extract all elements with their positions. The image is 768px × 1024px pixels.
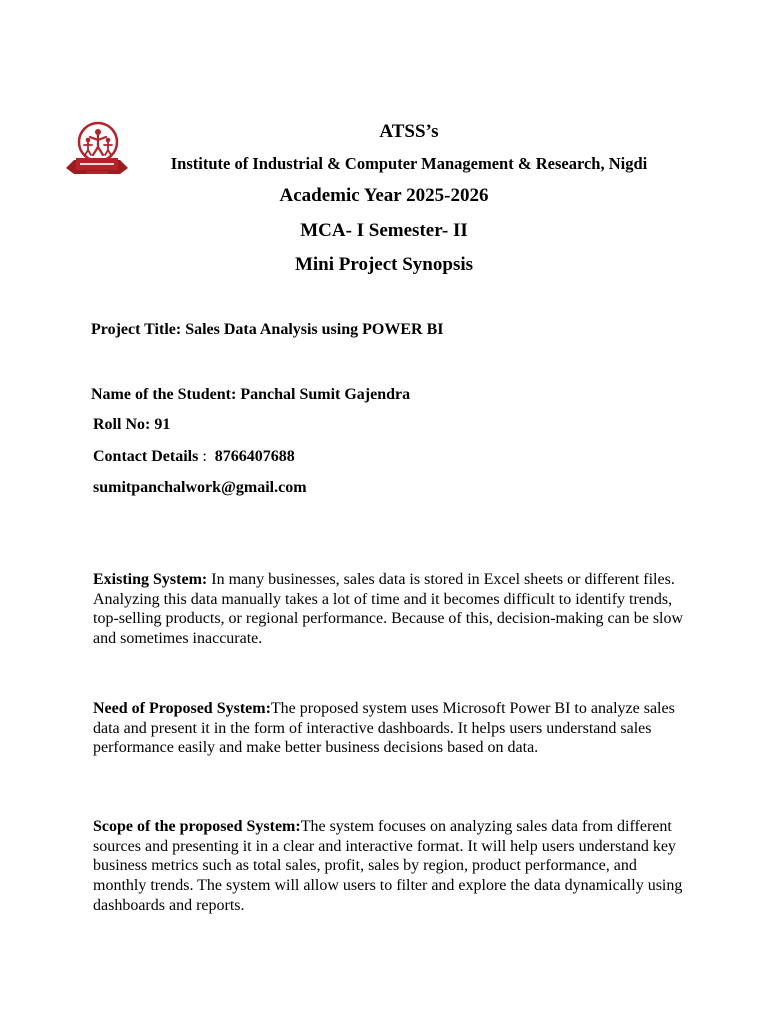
student-name [91,386,410,404]
existing-system-section [93,570,693,649]
existing-system-body: In many businesses, sales data is stored in Excel sheets or different files. Analyzing this data manually takes a lot of time and it becomes difficult to identify trends, top-selling products, or regional performance. Because of this, decision-making can be slow and sometimes inaccurate. [93,571,684,648]
document-type: Mini Project Synopsis [294,254,474,275]
contact-separator: : [202,448,207,465]
need-section [93,699,693,758]
project-title-value: Sales Data Analysis using POWER BI [185,321,444,338]
student-name-label: Name of the Student: [91,386,237,403]
need-heading: Need of Proposed System: [93,700,271,717]
scope-body: The system focuses on analyzing sales data from different sources and presenting it in a clear and interactive format. It will help users understand key business metrics such as total sales, profit, sales by region, product performance, and monthly trends. The system will allow users to filter and explore the data dynamically using dashboards and reports. [93,818,683,914]
scope-heading: Scope of the proposed System: [93,818,301,835]
need-body: The proposed system uses Microsoft Power BI to analyze sales data and present it in the form of interactive dashboards. It helps users understand sales performance easily and make better business decisions based on data. [93,700,675,757]
project-title [91,321,443,339]
scope-section [93,817,693,916]
roll-number [93,416,170,434]
roll-label: Roll No: [93,416,151,433]
contact-details [93,448,295,466]
institute-name: Institute of Industrial & Computer Management & Research, Nigdi [170,154,648,173]
existing-system-heading: Existing System: [93,571,208,588]
semester: MCA- I Semester- II [300,220,468,241]
student-name-value: Panchal Sumit Gajendra [240,386,411,403]
contact-value: 8766407688 [214,448,295,465]
roll-value: 91 [154,416,171,433]
project-title-label: Project Title: [91,321,182,338]
student-email: sumitpanchalwork@gmail.com [93,479,307,496]
academic-year: Academic Year 2025-2026 [279,185,489,206]
org-name: ATSS’s [379,121,439,142]
contact-label: Contact Details [93,448,199,465]
